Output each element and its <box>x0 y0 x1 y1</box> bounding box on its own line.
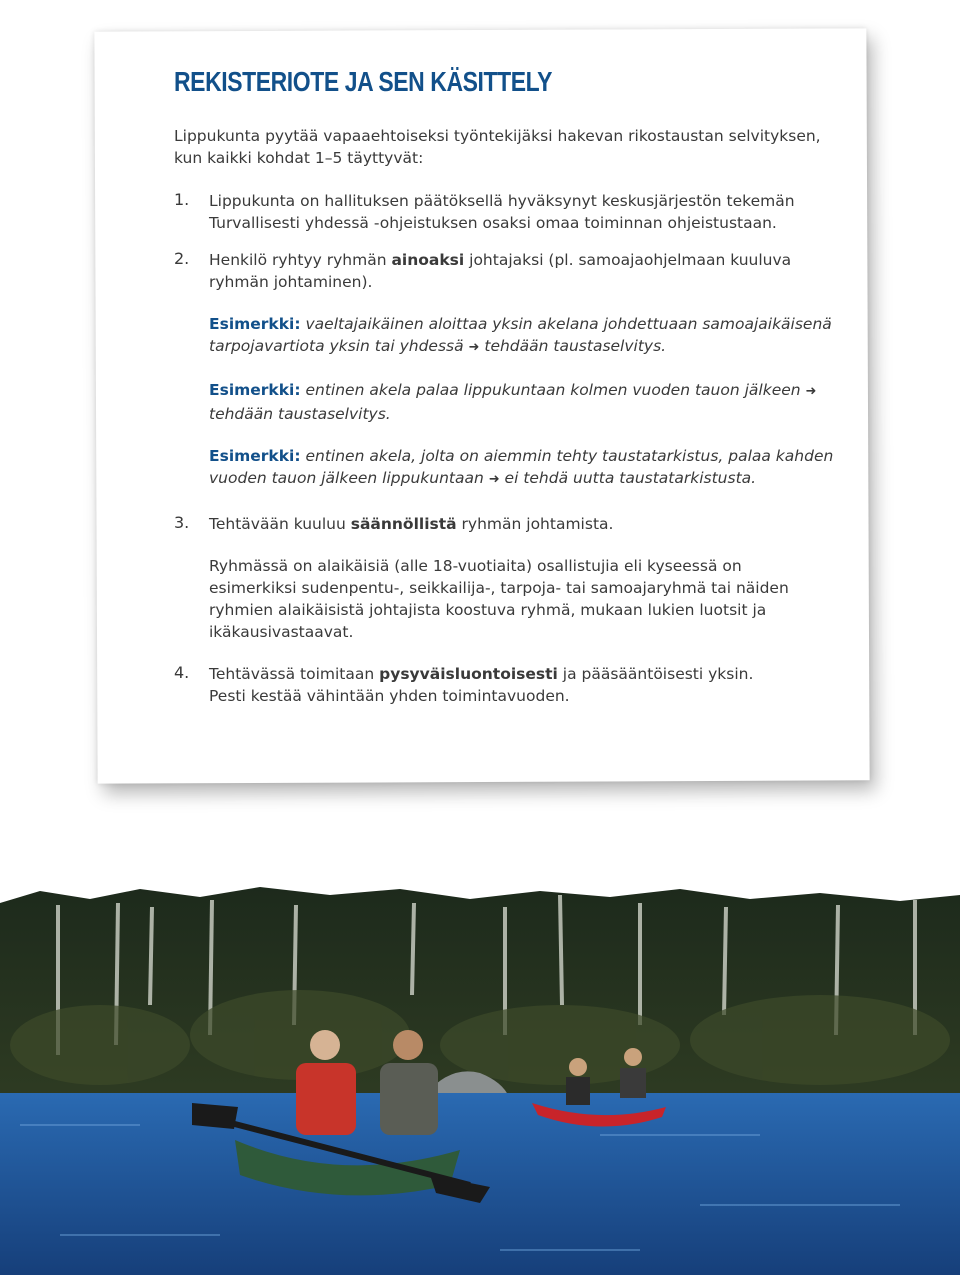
arrow-icon: ➜ <box>805 384 817 399</box>
emphasis: säännöllistä <box>350 515 457 533</box>
item-3-note: Ryhmässä on alaikäisiä (alle 18-vuotiaita) osallistujia eli kyseessä on esimerkiksi sudenpentu-, seikkailija-, tarpoja- tai samoajaryhmä tai näiden ryhmien alaikäisistä johtajista koostuva ryhmä, mukaan lukien luotsit ja ikäkausivastaavat. <box>209 557 789 641</box>
example-3: Esimerkki: entinen akela, jolta on aiemmin tehty taustatarkistus, palaa kahden vuoden tauon jälkeen lippukuntaan ➜ ei tehdä uutta taustatarkistusta. <box>209 447 834 487</box>
list-item-3 <box>174 513 834 535</box>
intro-text: Lippukunta pyytää vapaaehtoiseksi työntekijäksi hakevan rikostaustan selvityksen, kun kaikki kohdat 1–5 täyttyvät: <box>174 127 821 167</box>
example-label: Esimerkki: <box>209 447 301 465</box>
list-item-4 <box>174 663 834 707</box>
emphasis: pysyväisluontoisesti <box>379 665 558 683</box>
example-2: Esimerkki: entinen akela palaa lippukuntaan kolmen vuoden tauon jälkeen ➜ tehdään taustaselvitys. <box>209 381 817 423</box>
list-text: Lippukunta on hallituksen päätöksellä hyväksynyt keskusjärjestön tekemän Turvallisesti yhdessä -ohjeistuksen osaksi omaa toiminnan ohjeistustaan. <box>209 192 795 232</box>
list-text: Tehtävässä toimitaan pysyväisluontoisesti ja pääsääntöisesti yksin. <box>209 665 754 683</box>
list-number: 2. <box>174 249 190 268</box>
canoe-lake-photo <box>0 885 960 1275</box>
list-item-2 <box>174 249 834 293</box>
document-content <box>174 66 834 707</box>
emphasis: ainoaksi <box>391 251 465 269</box>
page-title: REKISTERIOTE JA SEN KÄSITTELY <box>174 66 553 97</box>
list-number: 3. <box>174 513 190 532</box>
list-number: 1. <box>174 190 190 209</box>
example-1: Esimerkki: vaeltajaikäinen aloittaa yksin akelana johdettuaan samoajaikäisenä tarpojavartiota yksin tai yhdessä ➜ tehdään taustaselvitys. <box>209 315 832 355</box>
list-text: Tehtävään kuuluu säännöllistä ryhmän johtamista. <box>209 515 614 533</box>
arrow-icon: ➜ <box>488 472 500 487</box>
list-number: 4. <box>174 663 190 682</box>
arrow-icon: ➜ <box>468 340 480 355</box>
example-label: Esimerkki: <box>209 315 301 333</box>
list-item-1 <box>174 190 834 234</box>
list-text: Henkilö ryhtyy ryhmän ainoaksi johtajaksi (pl. samoajaohjelmaan kuuluva ryhmän johtaminen). <box>209 251 792 291</box>
example-label: Esimerkki: <box>209 381 301 399</box>
list-text-line2: Pesti kestää vähintään yhden toimintavuoden. <box>209 687 570 705</box>
